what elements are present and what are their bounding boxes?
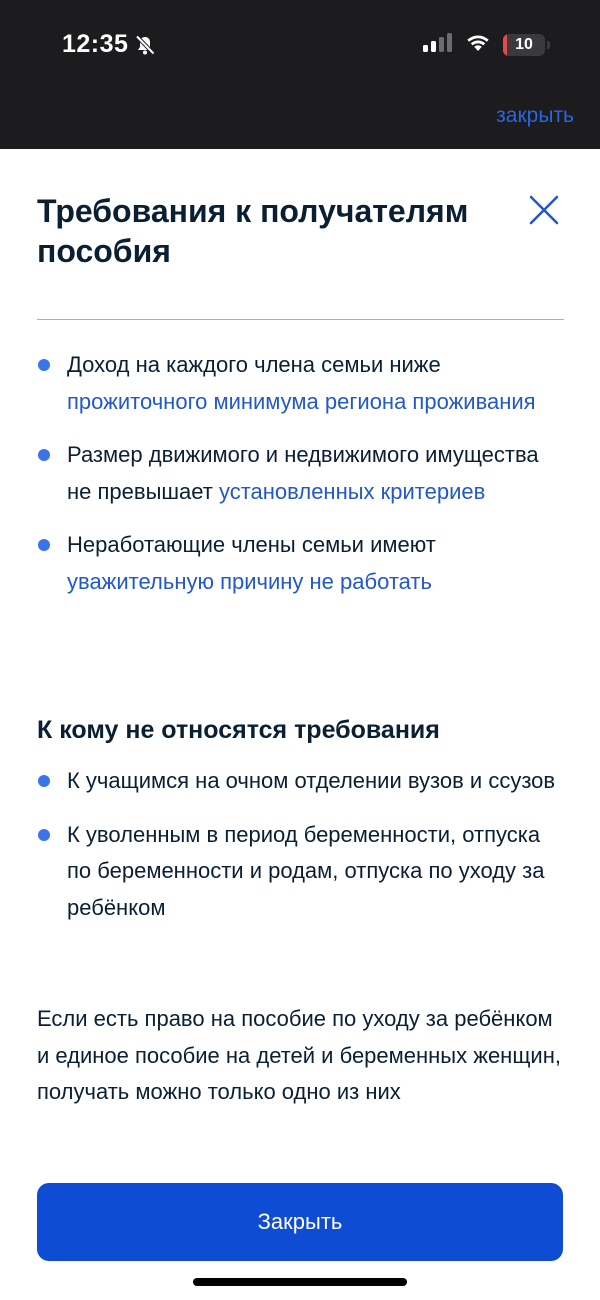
requirements-list — [37, 347, 564, 617]
status-bar — [0, 0, 600, 95]
bullet-dot-icon — [38, 829, 50, 841]
bullet-dot-icon — [38, 449, 50, 461]
requirement-text: Размер движимого и недвижимого имущества не превышает — [67, 442, 539, 504]
exception-text: К учащимся на очном отделении вузов и ссузов — [67, 768, 556, 793]
bullet-dot-icon — [38, 359, 50, 371]
battery-tip — [547, 41, 550, 49]
status-time-group — [62, 30, 156, 59]
sheet-title: Требования к получателям пособия — [37, 193, 469, 269]
list-item — [37, 437, 564, 510]
wifi-icon — [465, 32, 491, 57]
status-indicators — [423, 32, 550, 57]
single-benefit-note: Если есть право на пособие по уходу за ребёнком и единое пособие на детей и беременных женщин, получать можно только одно из них — [37, 1006, 561, 1104]
bullet-dot-icon — [38, 539, 50, 551]
requirement-link-property-criteria[interactable]: установленных критериев — [218, 478, 486, 504]
bullet-dot-icon — [38, 775, 50, 787]
battery-icon — [503, 34, 550, 56]
list-item — [37, 347, 564, 420]
exception-text: К уволенным в период беременности, отпуска по беременности и родам, отпуска по уходу за ребёнком — [67, 821, 545, 920]
list-item — [37, 817, 564, 927]
requirement-text: Доход на каждого члена семьи ниже — [67, 352, 441, 377]
battery-level: 10 — [515, 35, 533, 53]
list-item — [37, 763, 564, 800]
requirement-link-valid-reason[interactable]: уважительную причину не работать — [67, 568, 432, 594]
title-divider — [37, 319, 564, 320]
battery-body — [503, 34, 545, 56]
close-button[interactable]: Закрыть — [37, 1183, 563, 1261]
bell-slash-icon — [134, 34, 156, 56]
status-time: 12:35 — [62, 30, 129, 58]
requirement-link-living-wage[interactable]: прожиточного минимума региона проживания — [67, 388, 536, 414]
exceptions-list — [37, 763, 564, 943]
home-indicator — [193, 1278, 407, 1286]
list-item — [37, 527, 564, 600]
requirement-text: Неработающие члены семьи имеют — [67, 532, 436, 557]
top-close-link[interactable]: закрыть — [496, 104, 574, 127]
exceptions-title: К кому не относятся требования — [37, 716, 440, 744]
cellular-signal-icon — [423, 32, 453, 57]
close-icon[interactable] — [527, 193, 561, 227]
requirements-sheet — [0, 149, 600, 1300]
